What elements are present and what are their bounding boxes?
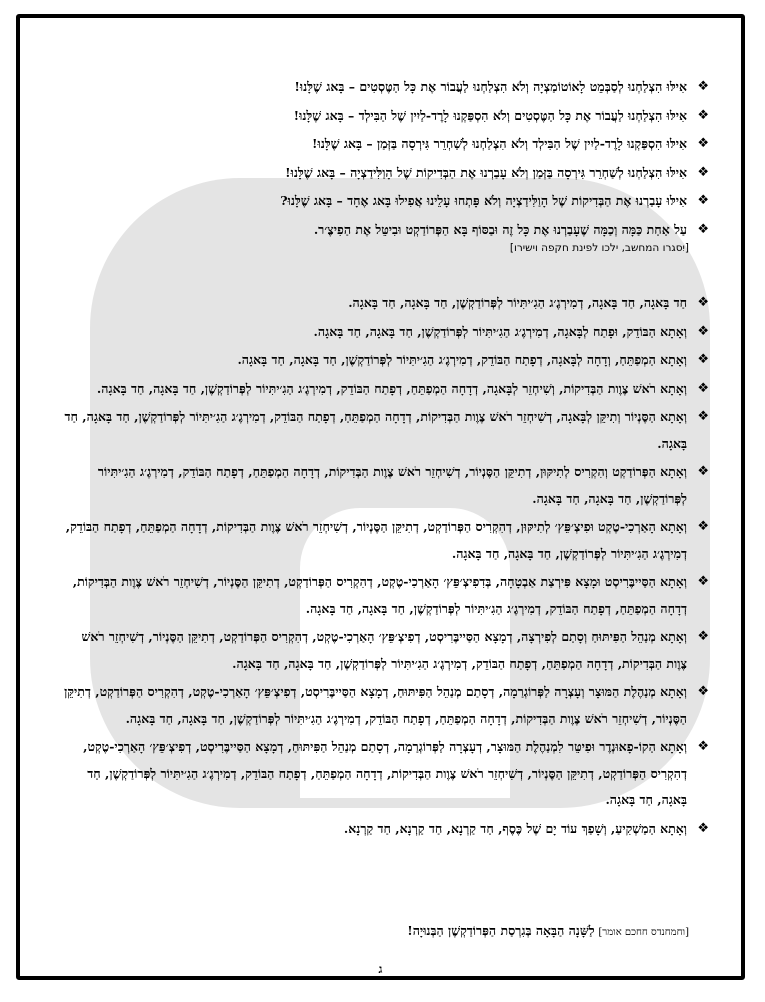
bullet-icon: ❖ xyxy=(697,221,709,237)
bullet-icon: ❖ xyxy=(697,352,709,367)
list-item: ❖ אִילּוּ עָבַרְנוּ אֶת הַבְּדִיקוֹת שֶׁל הָוַלִּידַצְיָה וְלֹא פָּתְחוּ עָלֵינוּ אֲפִילוּ בָּאג אֶחָד – בָּאג שֶׁלָּנוּ? xyxy=(60,188,711,215)
bullet-icon: ❖ xyxy=(697,739,709,754)
closing-bracket-note: [וחמחנדס חחכם אומר] xyxy=(598,927,689,938)
list-item: ❖ וְאָתָא הַמַשְׁקִיעַ, וְשָׁפַךְ עוֹד יָם שֶׁל כֶּסֶף, חַד קַרְנָא, חַד קַרְנָא, חַד קַרְנָא. xyxy=(60,816,711,843)
bullet-icon: ❖ xyxy=(697,323,709,339)
bullet-icon: ❖ xyxy=(697,79,709,94)
list-item: ❖ חַד בָּאגָה, חַד בָּאגָה, דְמִירְגֶ׳ג הַגִ׳יתִּיוֹר לְפְּרוֹדַקְשֶׁן, חַד בָּאגָה, חַד בָּאגָה. xyxy=(60,290,711,317)
bullet-icon: ❖ xyxy=(697,164,709,180)
list-item: ❖ וְאָתָא הַסֶּנְיוֹר וְתִיקֵּן לְבָּאגָה, דְשִׁיחְזֵר רֹאשׁ צֶוֶות הַבְּדִיקוֹת, דְדָחָה הַמְפַתֵּחַ, דְפָתַח הַבּוֹדֵק, דְמִירְגֶ׳ג הַגִ׳יתִּיוֹר לְפְּרוֹדַקְשֶׁן, חַד בָּאגָה, חַד בָּאגָה. xyxy=(60,404,711,457)
list-item: ❖ אִילּוּ הִצְלַחְנוּ לְסַבְּמֵט לָאוֹטוֹמַצְיָה וְלֹא הִצְלַחְנוּ לַעֲבוֹר אֶת כָּל הַטֶּסְטִים – בָּאג שֶׁלָּנוּ! xyxy=(60,74,711,101)
bullet-icon: ❖ xyxy=(697,295,709,310)
bullet-icon: ❖ xyxy=(697,136,709,151)
bullet-icon: ❖ xyxy=(697,107,709,123)
list-item: ❖ וְאָתָא הַסַּייבֶּרִיסְט וּמָצָא פִּירְצַת אַבְטָחָה, בְּדִפִיצְ׳פֵּץ׳ הָאַרְכִי-טֶקְט, דְהִקְרִיס הַפְּרוֹדַקְט, דְתִיקֵּן הַסֶּנְיוֹר, דְשִׁיחְזֵר רֹאשׁ צֶוֶות הַבְּדִיקוֹת, דְדָחָה הַמְפַתֵּחַ, דְפָתַח הַבּוֹדֵק, דְמִירְגֶ׳ג הַגִ׳יתִּיוֹר לְפְּרוֹדַקְשֶׁן, חַד בָּאגָה, חַד בָּאגָה. xyxy=(60,569,711,622)
bullet-icon: ❖ xyxy=(697,464,709,479)
list-item: ❖ אִילּוּ הִסְפַּקְנוּ לָרֶד-לַיִין שֶׁל הַבִּילְד וְלֹא הִצְלַחְנוּ לְשַׁחְרֵר גִּירְסָה בַּזְּמַן – בָּאג שֶׁלָּנוּ! xyxy=(60,131,711,158)
bullet-icon: ❖ xyxy=(697,574,709,589)
list-item: ❖ עַל אַחַת כַּמָּה וְכַמָּה שֶׁעָבַרְנוּ אֶת כָּל זֶה וּבַסּוֹף בָּא הַפְּרוֹדַקְט וּבִיטֵּל אֶת הַפִיצֶ׳ר. xyxy=(60,217,711,244)
page-content xyxy=(20,18,741,976)
list-item: ❖ וְאָתָא הַפְּרוֹדַקְט וְהִקְרִיס לְתִיקּוּן, דְתִיקֵּן הַסֶּנְיוֹר, דְשִׁיחְזֵר רֹאשׁ צֶוֶות הַבְּדִיקוֹת, דְדָחָה הַמְפַתֵּחַ, דְפָתַח הַבּוֹדֵק, דְמִירְגֶ׳ג הַגִ׳יתִּיוֹר לְפְּרוֹדַקְשֶׁן, חַד בָּאגָה, חַד בָּאגָה. xyxy=(60,459,711,512)
list-item: ❖ וְאָתָא מְנַהֶלֶת הַמּוּצָר וְעָצְרָה לַפְּרוֹגְרַמָה, דְסָתַם מְנַהֵל הַפִּיתּוּחַ, דְמָצָא הַסַּייבֶּרִיסְט, דְפִיצְ׳פֵּץ׳ הָאַרְכִי-טֶקְט, דְהִקְרִיס הַפְּרוֹדַקְט, דְתִיקֵּן הַסֶּנְיוֹר, דְשִׁיחְזֵר רֹאשׁ צֶוֶות הַבְּדִיקוֹת, דְדָחָה הַמְפַתֵּחַ, דְפָתַח הַבּוֹדֵק, דְמִירְגֶ׳ג הַגִ׳יתִּיוֹר לְפְּרוֹדַקְשֶׁן, חַד בָּאגָה, חַד בָּאגָה. xyxy=(60,679,711,732)
bullet-icon: ❖ xyxy=(697,820,709,836)
closing-line xyxy=(407,923,689,939)
bullet-icon: ❖ xyxy=(697,519,709,534)
bullet-icon: ❖ xyxy=(697,193,709,208)
page-frame xyxy=(16,14,745,980)
dayenu-list xyxy=(60,74,711,245)
list-item: ❖ אִילּוּ הִצְלַחְנוּ לַעֲבוֹר אֶת כָּל הַטֶּסְטִים וְלֹא הִסְפַּקְנוּ לָרֶד-לַיִין שֶׁל הַבִּילְד – בָּאג שֶׁלָּנוּ! xyxy=(60,103,711,130)
list-item: ❖ וְאָתָא הָאַרְכִי-טֶקְט וּפִיצְ׳פֵּץ׳ לְתִיקּוּן, דְהִקְרִיס הַפְּרוֹדַקְט, דְתִיקֵּן הַסֶּנְיוֹר, דְשִׁיחְזֵר רֹאשׁ צֶוֶות הַבְּדִיקוֹת, דְדָחָה הַמְפַתֵּחַ, דְפָתַח הַבּוֹדֵק, דְמִירְגֶ׳ג הַגִ׳יתִּיוֹר לְפְּרוֹדַקְשֶׁן, חַד בָּאגָה, חַד בָּאגָה. xyxy=(60,514,711,567)
page-number: ג xyxy=(378,962,383,976)
list-item: ❖ וְאָתָא מְנַהֵל הַפִּיתּוּחַ וְסָתַם לְפִירְצָה, דְמָצָא הַסַּייבֶּרִיסְט, דְפִיצְ׳פֵּץ׳ הָאַרְכִי-טֶקְט, דְהִקְרִיס הַפְּרוֹדַקְט, דְתִיקֵּן הַסֶּנְיוֹר, דְשִׁיחְזֵר רֹאשׁ צֶוֶות הַבְּדִיקוֹת, דְדָחָה הַמְפַתֵּחַ, דְפָתַח הַבּוֹדֵק, דְמִירְגֶ׳ג הַגִ׳יתִּיוֹר לְפְּרוֹדַקְשֶׁן, חַד בָּאגָה, חַד בָּאגָה. xyxy=(60,624,711,677)
bullet-icon: ❖ xyxy=(697,629,709,644)
closing-text: לַשָּׁנָה הַבָּאָה בְּגִרְסַת הַפְּרוֹדַקְשֶׁן הַבְּנוּיָה! xyxy=(407,923,595,938)
bullet-icon: ❖ xyxy=(697,380,709,396)
bullet-icon: ❖ xyxy=(697,409,709,424)
list-item: ❖ אִילּוּ הִצְלַחְנוּ לְשַׁחְרֵר גִּירְסָה בַּזְּמַן וְלֹא עָבַרְנוּ אֶת הַבְּדִיקוֹת שֶׁל הָוַלִּידַצְיָה – בָּאג שֶׁלָּנוּ! xyxy=(60,160,711,187)
stage-direction: [יִסגרו המחשב, ילכו לפינת חקפה וישירו] xyxy=(509,242,689,254)
bullet-icon: ❖ xyxy=(697,684,709,699)
list-item: ❖ וְאָתָא הַבּוֹדֵק, וּפָתַח לְבָּאגָה, דְמִירְגֶ׳ג הַגִ׳יתִּיוֹר לְפְּרוֹדַקְשֶׁן, חַד בָּאגָה, חַד בָּאגָה. xyxy=(60,319,711,346)
list-item: ❖ וְאָתָא הַקוֹ-פָאוּנְדֶר וּפִיטֵּר לִמְנַהֶלֶת הַמּוּצָר, דְעָצְרָה לַפְּרוֹגְרַמָה, דְסָתַם מְנַהֵל הַפִּיתּוּחַ, דְמָצָא הַסַּייבֶּרִיסְט, דְפִיצְ׳פֵּץ׳ הָאַרְכִי-טֶקְט, דְהִקְרִיס הַפְּרוֹדַקְט, דְתִיקֵּן הַסֶּנְיוֹר, דְשִׁיחְזֵר רֹאשׁ צֶוֶות הַבְּדִיקוֹת, דְדָחָה הַמְפַתֵּחַ, דְפָתַח הַבּוֹדֵק, דְמִירְגֶ׳ג הַגִ׳יתִּיוֹר לְפְּרוֹדַקְשֶׁן, חַד בָּאגָה, חַד בָּאגָה. xyxy=(60,734,711,814)
list-item: ❖ וְאָתָא הַמְפַתֵּחַ, וְדָחָה לְבָּאגָה, דְפָתַח הַבּוֹדֵק, דְמִירְגֶ׳ג הַגִ׳יתִּיוֹר לְפְּרוֹדַקְשֶׁן, חַד בָּאגָה, חַד בָּאגָה. xyxy=(60,347,711,374)
list-item: ❖ וְאָתָא רֹאשׁ צֶוֶות הַבְּדִיקוֹת, וְשִׁיחְזֵר לְבָּאגָה, דְדָחָה הַמְפַתֵּחַ, דְפָתַח הַבּוֹדֵק, דְמִירְגֶ׳ג הַגִ׳יתִּיוֹר לְפְּרוֹדַקְשֶׁן, חַד בָּאגָה, חַד בָּאגָה. xyxy=(60,376,711,403)
chad-gadya-list xyxy=(60,290,711,844)
